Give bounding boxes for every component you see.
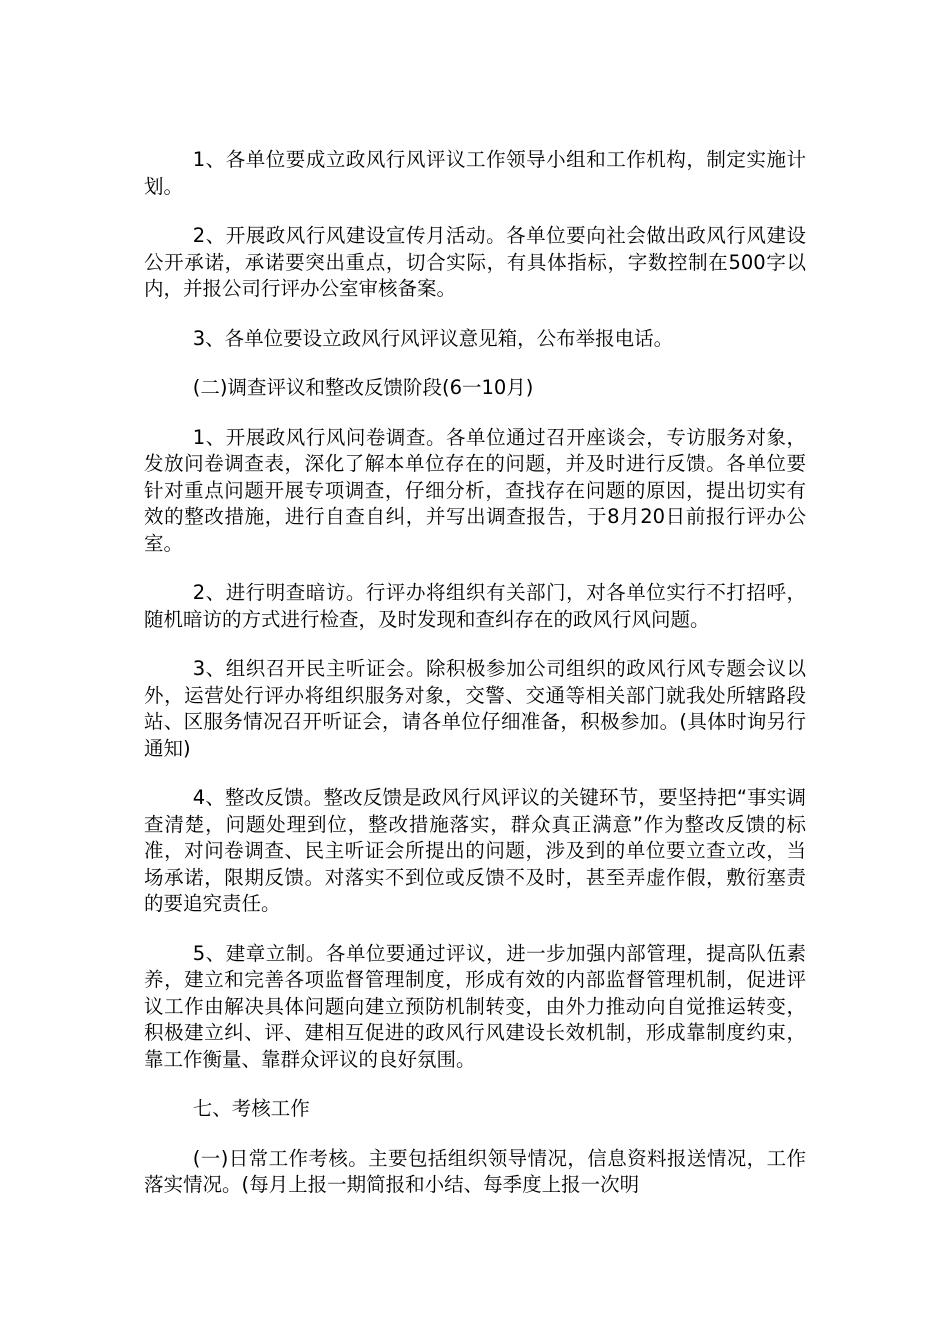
paragraph-questionnaire-survey: 1、开展政风行风问卷调查。各单位通过召开座谈会，专访服务对象，发放问卷调查表，深化了解本单位存在的问题，并及时进行反馈。各单位要针对重点问题开展专项调查，仔细分析，查找存在问题的原因，提出切实有效的整改措施，进行自查自纠，并写出调查报告，于8月20日前报行评办公室。	[144, 425, 806, 555]
section-heading-assessment: 七、考核工作	[192, 1097, 310, 1120]
paragraph-publicity-month: 2、开展政风行风建设宣传月活动。各单位要向社会做出政风行风建设公开承诺，承诺要突出重点，切合实际，有具体指标，字数控制在500字以内，并报公司行评办公室审核备案。	[144, 224, 806, 300]
paragraph-rule-building: 5、建章立制。各单位要通过评议，进一步加强内部管理，提高队伍素养，建立和完善各项监督管理制度，形成有效的内部监督管理机制，促进评议工作由解决具体问题向建立预防机制转变，由外力推动向自觉推运转变，积极建立纠、评、建相互促进的政风行风建设长效机制，形成靠制度约束，靠工作衡量、靠群众评议的良好氛围。	[144, 941, 806, 1071]
paragraph-public-hearing: 3、组织召开民主听证会。除积极参加公司组织的政风行风专题会议以外，运营处行评办将组织服务对象，交警、交通等相关部门就我处所辖路段站、区服务情况召开听证会，请各单位仔细准备，积极参加。(具体时询另行通知)	[144, 657, 806, 760]
section-heading-survey-stage: (二)调查评议和整改反馈阶段(6一10月)	[192, 376, 534, 399]
paragraph-inspection-visits: 2、进行明查暗访。行评办将组织有关部门，对各单位实行不打招呼，随机暗访的方式进行检查，及时发现和查纠存在的政风行风问题。	[144, 581, 806, 631]
paragraph-opinion-box: 3、各单位要设立政风行风评议意见箱，公布举报电话。	[192, 326, 674, 350]
paragraph-rectification-feedback: 4、整改反馈。整改反馈是政风行风评议的关键环节，要坚持把“事实调查清楚，问题处理到位，整改措施落实，群众真正满意”作为整改反馈的标准，对问卷调查、民主听证会所提出的问题，涉及到的单位要立查立改，当场承诺，限期反馈。对落实不到位或反馈不及时，甚至弄虚作假，敷衍塞责的要追究责任。	[144, 786, 806, 915]
paragraph-daily-assessment: (一)日常工作考核。主要包括组织领导情况，信息资料报送情况，工作落实情况。(每月上报一期简报和小结、每季度上报一次明	[144, 1146, 806, 1196]
document-body	[144, 147, 806, 1222]
paragraph-setup-leading-group: 1、各单位要成立政风行风评议工作领导小组和工作机构，制定实施计划。	[144, 148, 806, 198]
